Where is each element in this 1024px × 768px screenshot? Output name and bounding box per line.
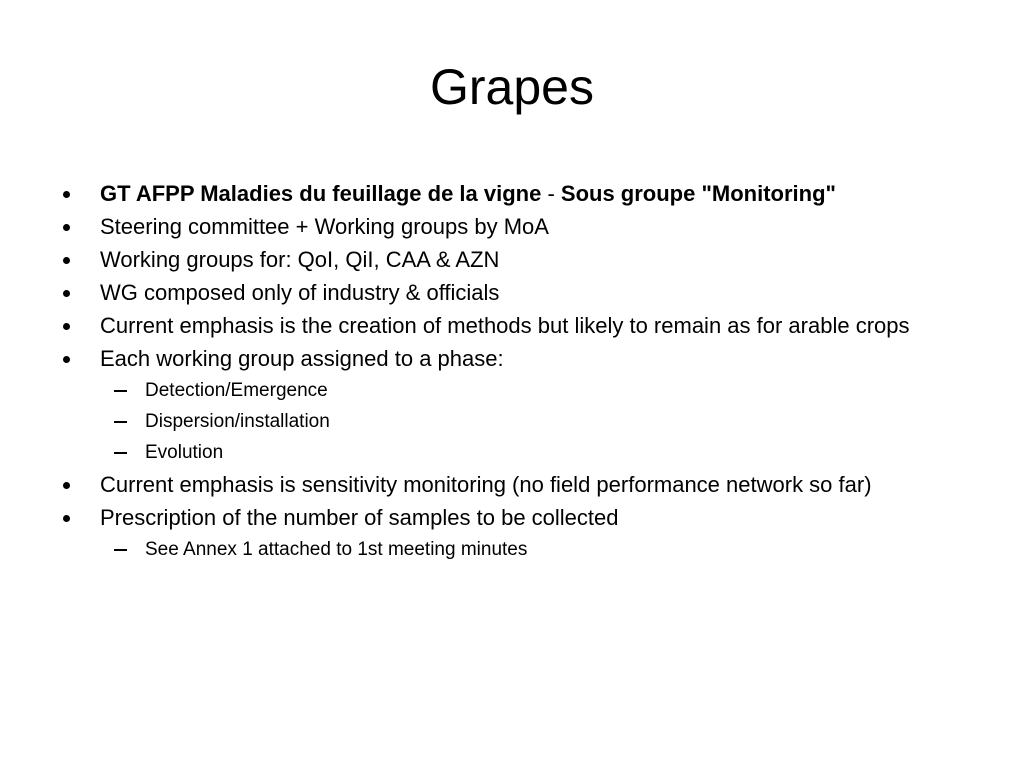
bullet-item	[60, 180, 960, 207]
bullet-text: Dispersion/installation	[145, 411, 330, 432]
bullet-text: Evolution	[145, 442, 224, 463]
bullet-item	[60, 213, 960, 240]
bullet-text: Current emphasis is the creation of methods but likely to remain as for arable crops	[100, 313, 910, 338]
bullet-text-part: GT AFPP Maladies du feuillage de la vigne	[100, 181, 542, 206]
bullet-list	[60, 180, 960, 568]
sub-bullet-item	[60, 409, 960, 434]
slide-title: Grapes	[430, 59, 594, 115]
bullet-item	[60, 246, 960, 273]
bullet-item	[60, 279, 960, 306]
bullet-text: WG composed only of industry & officials	[100, 280, 500, 305]
bullet-item	[60, 312, 960, 339]
sub-bullet-item	[60, 378, 960, 403]
sub-bullet-item	[60, 440, 960, 465]
bullet-text: Steering committee + Working groups by MoA	[100, 214, 549, 239]
bullet-text-part: Sous groupe "Monitoring"	[560, 181, 836, 206]
bullet-text: Detection/Emergence	[145, 380, 328, 401]
bullet-item	[60, 471, 960, 498]
bullet-text-part: -	[541, 181, 561, 206]
bullet-text: See Annex 1 attached to 1st meeting minutes	[145, 539, 528, 560]
bullet-text: Current emphasis is sensitivity monitoring (no field performance network so far)	[100, 472, 872, 497]
bullet-text: Prescription of the number of samples to be collected	[100, 505, 619, 530]
sub-bullet-item	[60, 537, 960, 562]
bullet-text: Working groups for: QoI, QiI, CAA & AZN	[100, 247, 500, 272]
bullet-text: Each working group assigned to a phase:	[100, 346, 504, 371]
bullet-item	[60, 504, 960, 531]
bullet-item	[60, 345, 960, 372]
